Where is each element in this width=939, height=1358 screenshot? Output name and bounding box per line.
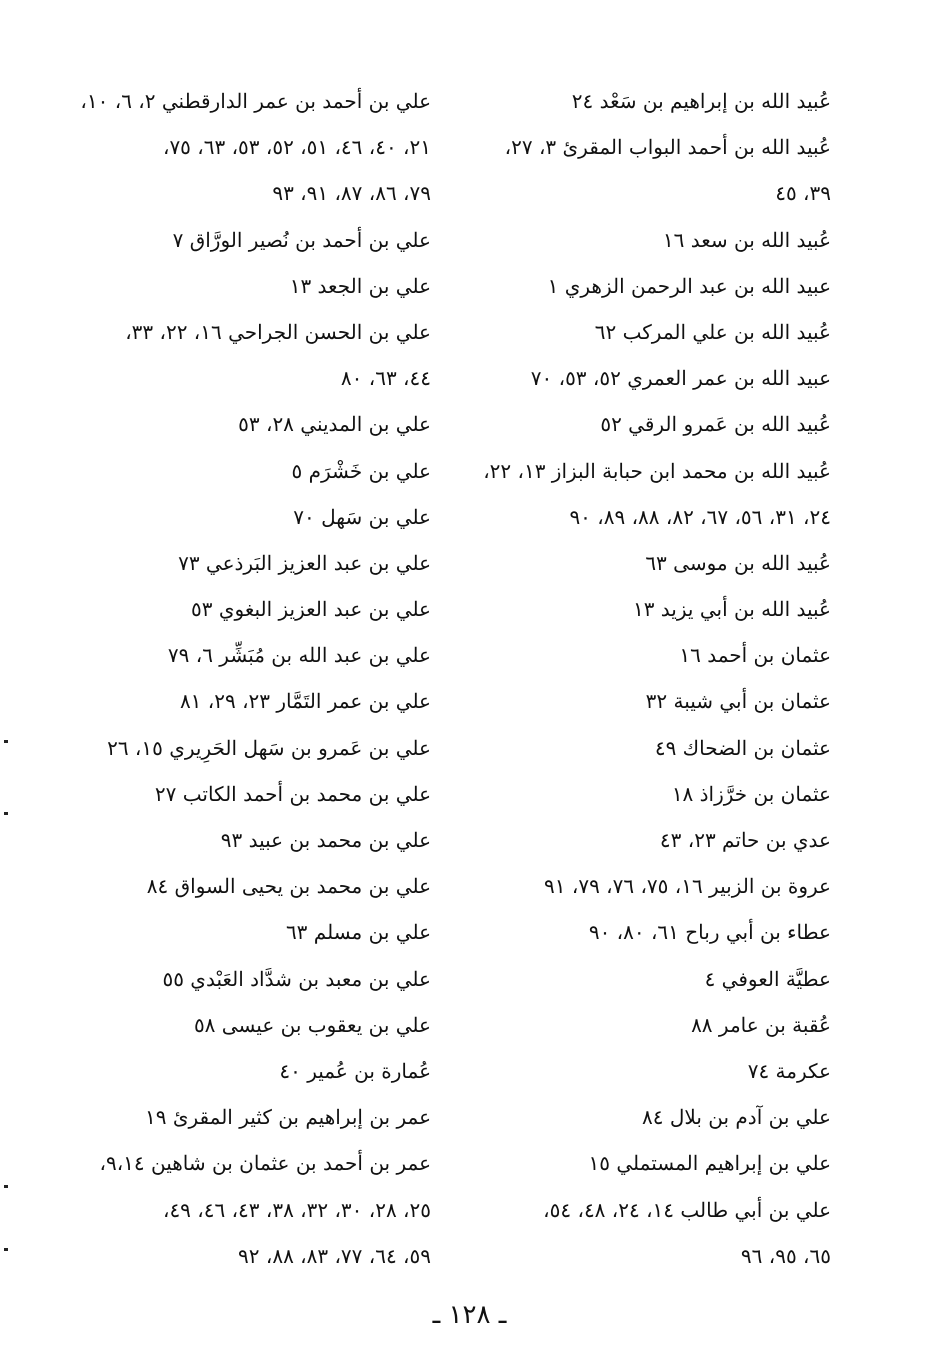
index-entry: عكرمة ٧٤: [747, 1058, 831, 1083]
index-entry: عُبيد الله بن سعد ١٦: [662, 227, 831, 252]
index-entry-continuation: ٥٩، ٦٤، ٧٧، ٨٣، ٨٨، ٩٢: [238, 1243, 431, 1268]
index-entry: عبيد الله بن عمر العمري ٥٢، ٥٣، ٧٠: [530, 366, 831, 391]
index-entry: علي بن أحمد بن نُصير الورَّاق ٧: [172, 227, 431, 252]
index-entry-continuation: ٧٩، ٨٦، ٨٧، ٩١، ٩٣: [272, 181, 431, 206]
index-entry: عُمارة بن عُمير ٤٠: [279, 1058, 431, 1083]
index-entry: علي بن محمد بن عبيد ٩٣: [220, 828, 431, 852]
index-entry: علي بن أبي طالب ١٤، ٢٤، ٤٨، ٥٤،: [543, 1197, 831, 1222]
index-entry: عطيَّة العوفي ٤: [704, 966, 831, 991]
index-entry: علي بن عبد العزيز البَرذعي ٧٣: [178, 550, 431, 575]
index-entry: علي بن الجعد ١٣: [289, 273, 431, 298]
index-entry: عبيد الله بن عبد الرحمن الزهري ١: [547, 273, 831, 298]
index-entry: علي بن إبراهيم المستملي ١٥: [588, 1151, 831, 1176]
index-entry: علي بن عبد الله بن مُبَشِّر ٦، ٧٩: [167, 643, 431, 668]
index-entry: علي بن أحمد بن عمر الدارقطني ٢، ٦، ١٠،: [80, 89, 431, 113]
index-entry-continuation: ٢٥، ٢٨، ٣٠، ٣٢، ٣٨، ٤٣، ٤٦، ٤٩،: [162, 1197, 431, 1222]
index-entry: علي بن عمر التَمَّار ٢٣، ٢٩، ٨١: [179, 689, 431, 714]
index-entry: عُبيد الله بن علي المركب ٦٢: [594, 319, 831, 344]
index-entry: عُبيد الله بن موسى ٦٣: [645, 550, 831, 575]
index-entry: علي بن عبد العزيز البغوي ٥٣: [190, 597, 431, 622]
index-entry: علي بن المديني ٢٨، ٥٣: [238, 412, 431, 437]
index-entry: عثمان بن أبي شيبة ٣٢: [645, 689, 831, 714]
scan-speck: [4, 1248, 8, 1251]
scan-speck: [4, 1185, 8, 1188]
page-number: ـ ١٢٨ ـ: [432, 1300, 507, 1330]
index-entry: عُبيد الله بن أحمد البواب المقرئ ٣، ٢٧،: [504, 135, 831, 160]
index-entry-continuation: ٢٤، ٣١، ٥٦، ٦٧، ٨٢، ٨٨، ٨٩، ٩٠: [569, 504, 831, 529]
index-entry-continuation: ٤٤، ٦٣، ٨٠: [340, 366, 431, 391]
index-entry: عمر بن إبراهيم بن كثير المقرئ ١٩: [145, 1105, 431, 1130]
index-entry: علي بن آدم بن بلال ٨٤: [642, 1105, 831, 1130]
index-entry: علي بن يعقوب بن عيسى ٥٨: [193, 1012, 431, 1037]
index-column-left: [80, 78, 431, 1279]
index-entry: علي بن خَشْرَم ٥: [291, 458, 431, 483]
index-entry: علي بن محمد بن يحيى السواق ٨٤: [146, 874, 431, 899]
index-entry: علي بن محمد بن أحمد الكاتب ٢٧: [154, 781, 431, 806]
index-entry-continuation: ٣٩، ٤٥: [775, 181, 831, 206]
index-entry: عُقبة بن عامر ٨٨: [691, 1012, 831, 1037]
index-entry: علي بن مسلم ٦٣: [285, 920, 431, 945]
index-entry: عدي بن حاتم ٢٣، ٤٣: [659, 828, 831, 852]
index-entry-continuation: ٦٥، ٩٥، ٩٦: [740, 1243, 831, 1268]
index-entry: عثمان بن الضحاك ٤٩: [654, 735, 831, 760]
index-entry: علي بن معبد بن شدَّاد العَبْدي ٥٥: [162, 966, 431, 991]
scan-speck: [4, 740, 8, 743]
index-entry: عُبيد الله بن إبراهيم بن سَعْد ٢٤: [571, 89, 831, 113]
index-entry: علي بن عَمرو بن سَهل الحَرِيري ١٥، ٢٦: [107, 735, 431, 760]
index-entry: عمر بن أحمد بن عثمان بن شاهين ٩،١٤،: [99, 1151, 431, 1176]
index-entry: عُبيد الله بن محمد ابن حبابة البزاز ١٣، ٢٢،: [483, 458, 831, 483]
index-entry: علي بن الحسن الجراحي ١٦، ٢٢، ٣٣،: [125, 319, 431, 344]
index-entry: عُبيد الله بن عَمرو الرقي ٥٢: [600, 412, 831, 437]
index-entry: عطاء بن أبي رباح ٦١، ٨٠، ٩٠: [588, 920, 831, 945]
index-entry-continuation: ٢١، ٤٠، ٤٦، ٥١، ٥٢، ٥٣، ٦٣، ٧٥،: [162, 135, 431, 160]
index-entry: علي بن سَهل ٧٠: [293, 504, 431, 529]
index-entry: عروة بن الزبير ١٦، ٧٥، ٧٦، ٧٩، ٩١: [544, 874, 831, 899]
scan-speck: [4, 812, 8, 815]
index-entry: عثمان بن أحمد ١٦: [679, 643, 831, 668]
index-entry: عُبيد الله بن أبي يزيد ١٣: [632, 597, 831, 622]
index-entry: عثمان بن خرَّزاذ ١٨: [671, 781, 831, 806]
index-column-right: [483, 78, 831, 1279]
